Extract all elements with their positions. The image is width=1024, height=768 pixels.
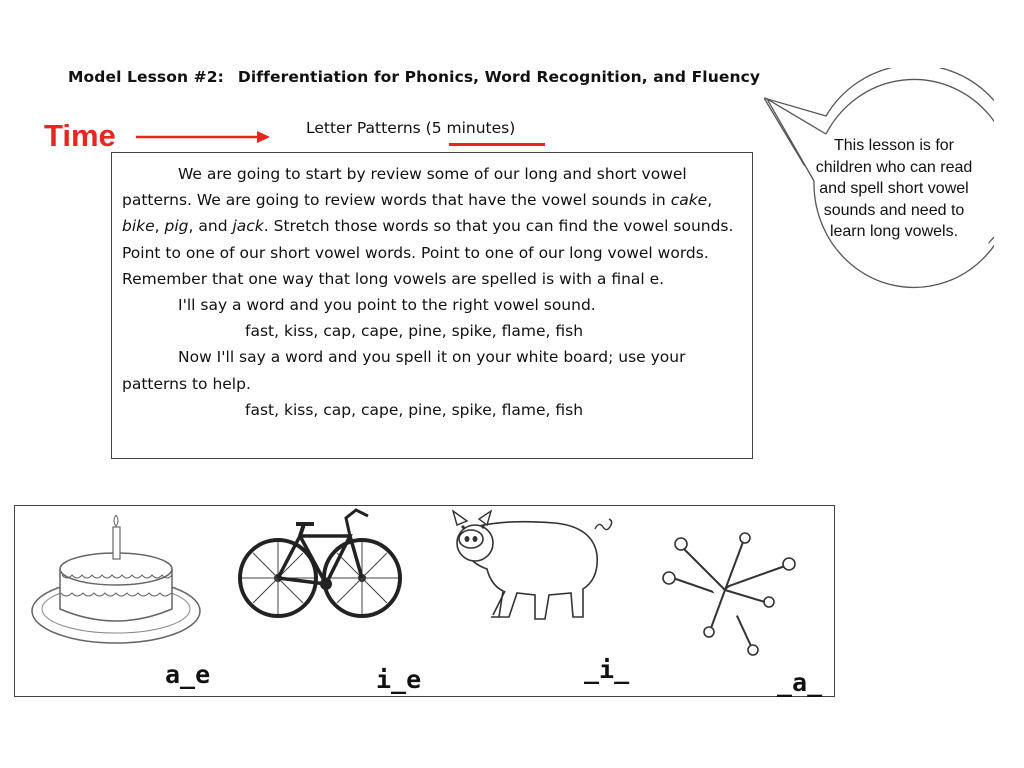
time-annotation-label: Time <box>44 118 116 153</box>
arrow-right-icon <box>136 126 276 148</box>
lesson-topic: Differentiation for Phonics, Word Recognition, and Fluency <box>237 68 761 86</box>
lesson-number: Model Lesson #2: <box>68 68 224 86</box>
example-word-pig: pig <box>164 217 189 236</box>
section-heading <box>306 119 515 137</box>
word-list-2: fast, kiss, cap, cape, pine, spike, flame, fish <box>245 400 584 419</box>
lesson-paragraph-1: We are going to start by review some of our long and short vowel patterns. We are going to review words that have the vowel sounds in cake, bike, pig, and jack. Stretch those words so that you can find the vowel sounds. Point to one of our short vowel words. Point to one of our long vowel words. Remember that one way that long vowels are spelled is with a final e. <box>122 165 734 288</box>
lesson-paragraph-2: I'll say a word and you point to the right vowel sound. <box>178 296 596 315</box>
pattern-a: _a_ <box>777 668 823 697</box>
bicycle-icon <box>238 506 402 622</box>
lesson-instructions <box>122 161 752 423</box>
example-word-bike: bike <box>122 217 155 236</box>
pig-icon <box>445 505 615 625</box>
duration-underline <box>449 143 545 146</box>
pattern-i-e: i_e <box>376 665 422 694</box>
lesson-title <box>68 68 760 86</box>
section-name: Letter Patterns <box>306 119 421 137</box>
pattern-a-e: a_e <box>165 660 211 689</box>
word-list-1: fast, kiss, cap, cape, pine, spike, flame, fish <box>245 322 584 341</box>
lesson-paragraph-3: Now I'll say a word and you spell it on your white board; use your patterns to help. <box>122 348 686 393</box>
example-word-jack: jack <box>232 217 264 236</box>
pattern-i: _i_ <box>584 655 630 684</box>
section-duration: (5 minutes) <box>425 119 516 137</box>
jack-icon <box>655 528 810 656</box>
bubble-text: This lesson is for children who can read and spell short vowel sounds and need to learn long vowels. <box>815 137 973 240</box>
birthday-cake-icon <box>30 511 206 651</box>
example-word-cake: cake <box>670 191 708 210</box>
